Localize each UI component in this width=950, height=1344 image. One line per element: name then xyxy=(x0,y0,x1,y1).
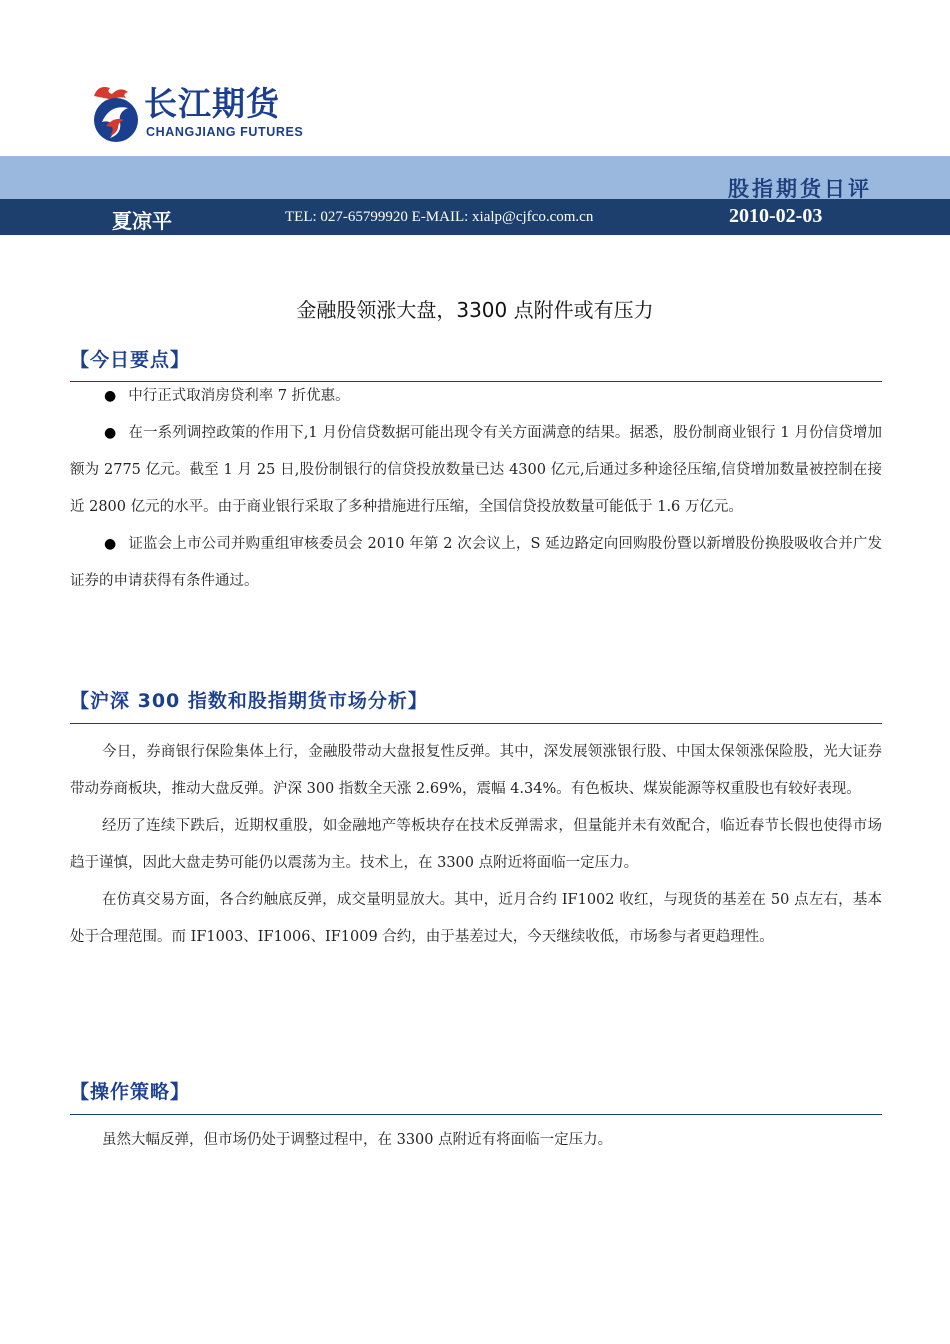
dragon-emblem-icon xyxy=(88,82,144,144)
section-divider xyxy=(70,1114,882,1115)
bullet-icon: ● xyxy=(104,536,117,552)
section-heading-analysis: 【沪深 300 指数和股指期货市场分析】 xyxy=(70,690,428,712)
company-logo xyxy=(88,82,328,144)
bullet-icon: ● xyxy=(104,425,117,441)
author-name: 夏凉平 xyxy=(112,209,172,233)
report-title: 金融股领涨大盘，3300 点附件或有压力 xyxy=(296,298,654,322)
analysis-body xyxy=(70,734,882,956)
section-heading-strategy: 【操作策略】 xyxy=(70,1081,191,1103)
paragraph: 在仿真交易方面，各合约触底反弹，成交量明显放大。其中，近月合约 IF1002 收红，与现货的基差在 50 点左右，基本处于合理范围。而 IF1003、IF1006、IF1009 合约，由于基差过大，今天继续收低，市场参与者更趋理性。 xyxy=(70,892,882,945)
header-band-light xyxy=(0,156,950,199)
key-points-list xyxy=(70,378,882,600)
strategy-body xyxy=(70,1122,882,1159)
report-type-label: 股指期货日评 xyxy=(728,177,872,199)
list-item: ● 在一系列调控政策的作用下,1 月份信贷数据可能出现令有关方面满意的结果。据悉，股份制商业银行 1 月份信贷增加额为 2775 亿元。截至 1 月 25 日,股份制银行的信贷投放数量已达 4300 亿元,后通过多种途径压缩,信贷增加数量被控制在接近 2800 亿元的水平。由于商业银行采取了多种措施进行压缩，全国信贷投放数量可能低于 1.6 万亿元。 xyxy=(70,415,882,526)
logo-chinese-name: 长江期货 xyxy=(144,84,280,123)
report-date: 2010-02-03 xyxy=(729,205,823,227)
contact-info: TEL: 027-65799920 E-MAIL: xialp@cjfco.com.cn xyxy=(285,209,594,225)
section-divider xyxy=(70,723,882,724)
header-band-dark xyxy=(0,199,950,235)
paragraph: 经历了连续下跌后，近期权重股，如金融地产等板块存在技术反弹需求，但量能并未有效配合，临近春节长假也使得市场趋于谨慎，因此大盘走势可能仍以震荡为主。技术上，在 3300 点附近将面临一定压力。 xyxy=(70,818,882,871)
logo-english-name: CHANGJIANG FUTURES xyxy=(146,125,304,139)
list-item: ● 证监会上市公司并购重组审核委员会 2010 年第 2 次会议上，S 延边路定向回购股份暨以新增股份换股吸收合并广发证券的申请获得有条件通过。 xyxy=(70,526,882,600)
section-heading-key-points: 【今日要点】 xyxy=(70,349,191,371)
list-item: ● 中行正式取消房贷利率 7 折优惠。 xyxy=(70,378,882,415)
paragraph: 虽然大幅反弹，但市场仍处于调整过程中，在 3300 点附近有将面临一定压力。 xyxy=(102,1132,613,1148)
bullet-icon: ● xyxy=(104,388,117,404)
paragraph: 今日，券商银行保险集体上行，金融股带动大盘报复性反弹。其中，深发展领涨银行股、中国太保领涨保险股，光大证券带动券商板块，推动大盘反弹。沪深 300 指数全天涨 2.69%，震幅 4.34%。有色板块、煤炭能源等权重股也有较好表现。 xyxy=(70,744,882,797)
